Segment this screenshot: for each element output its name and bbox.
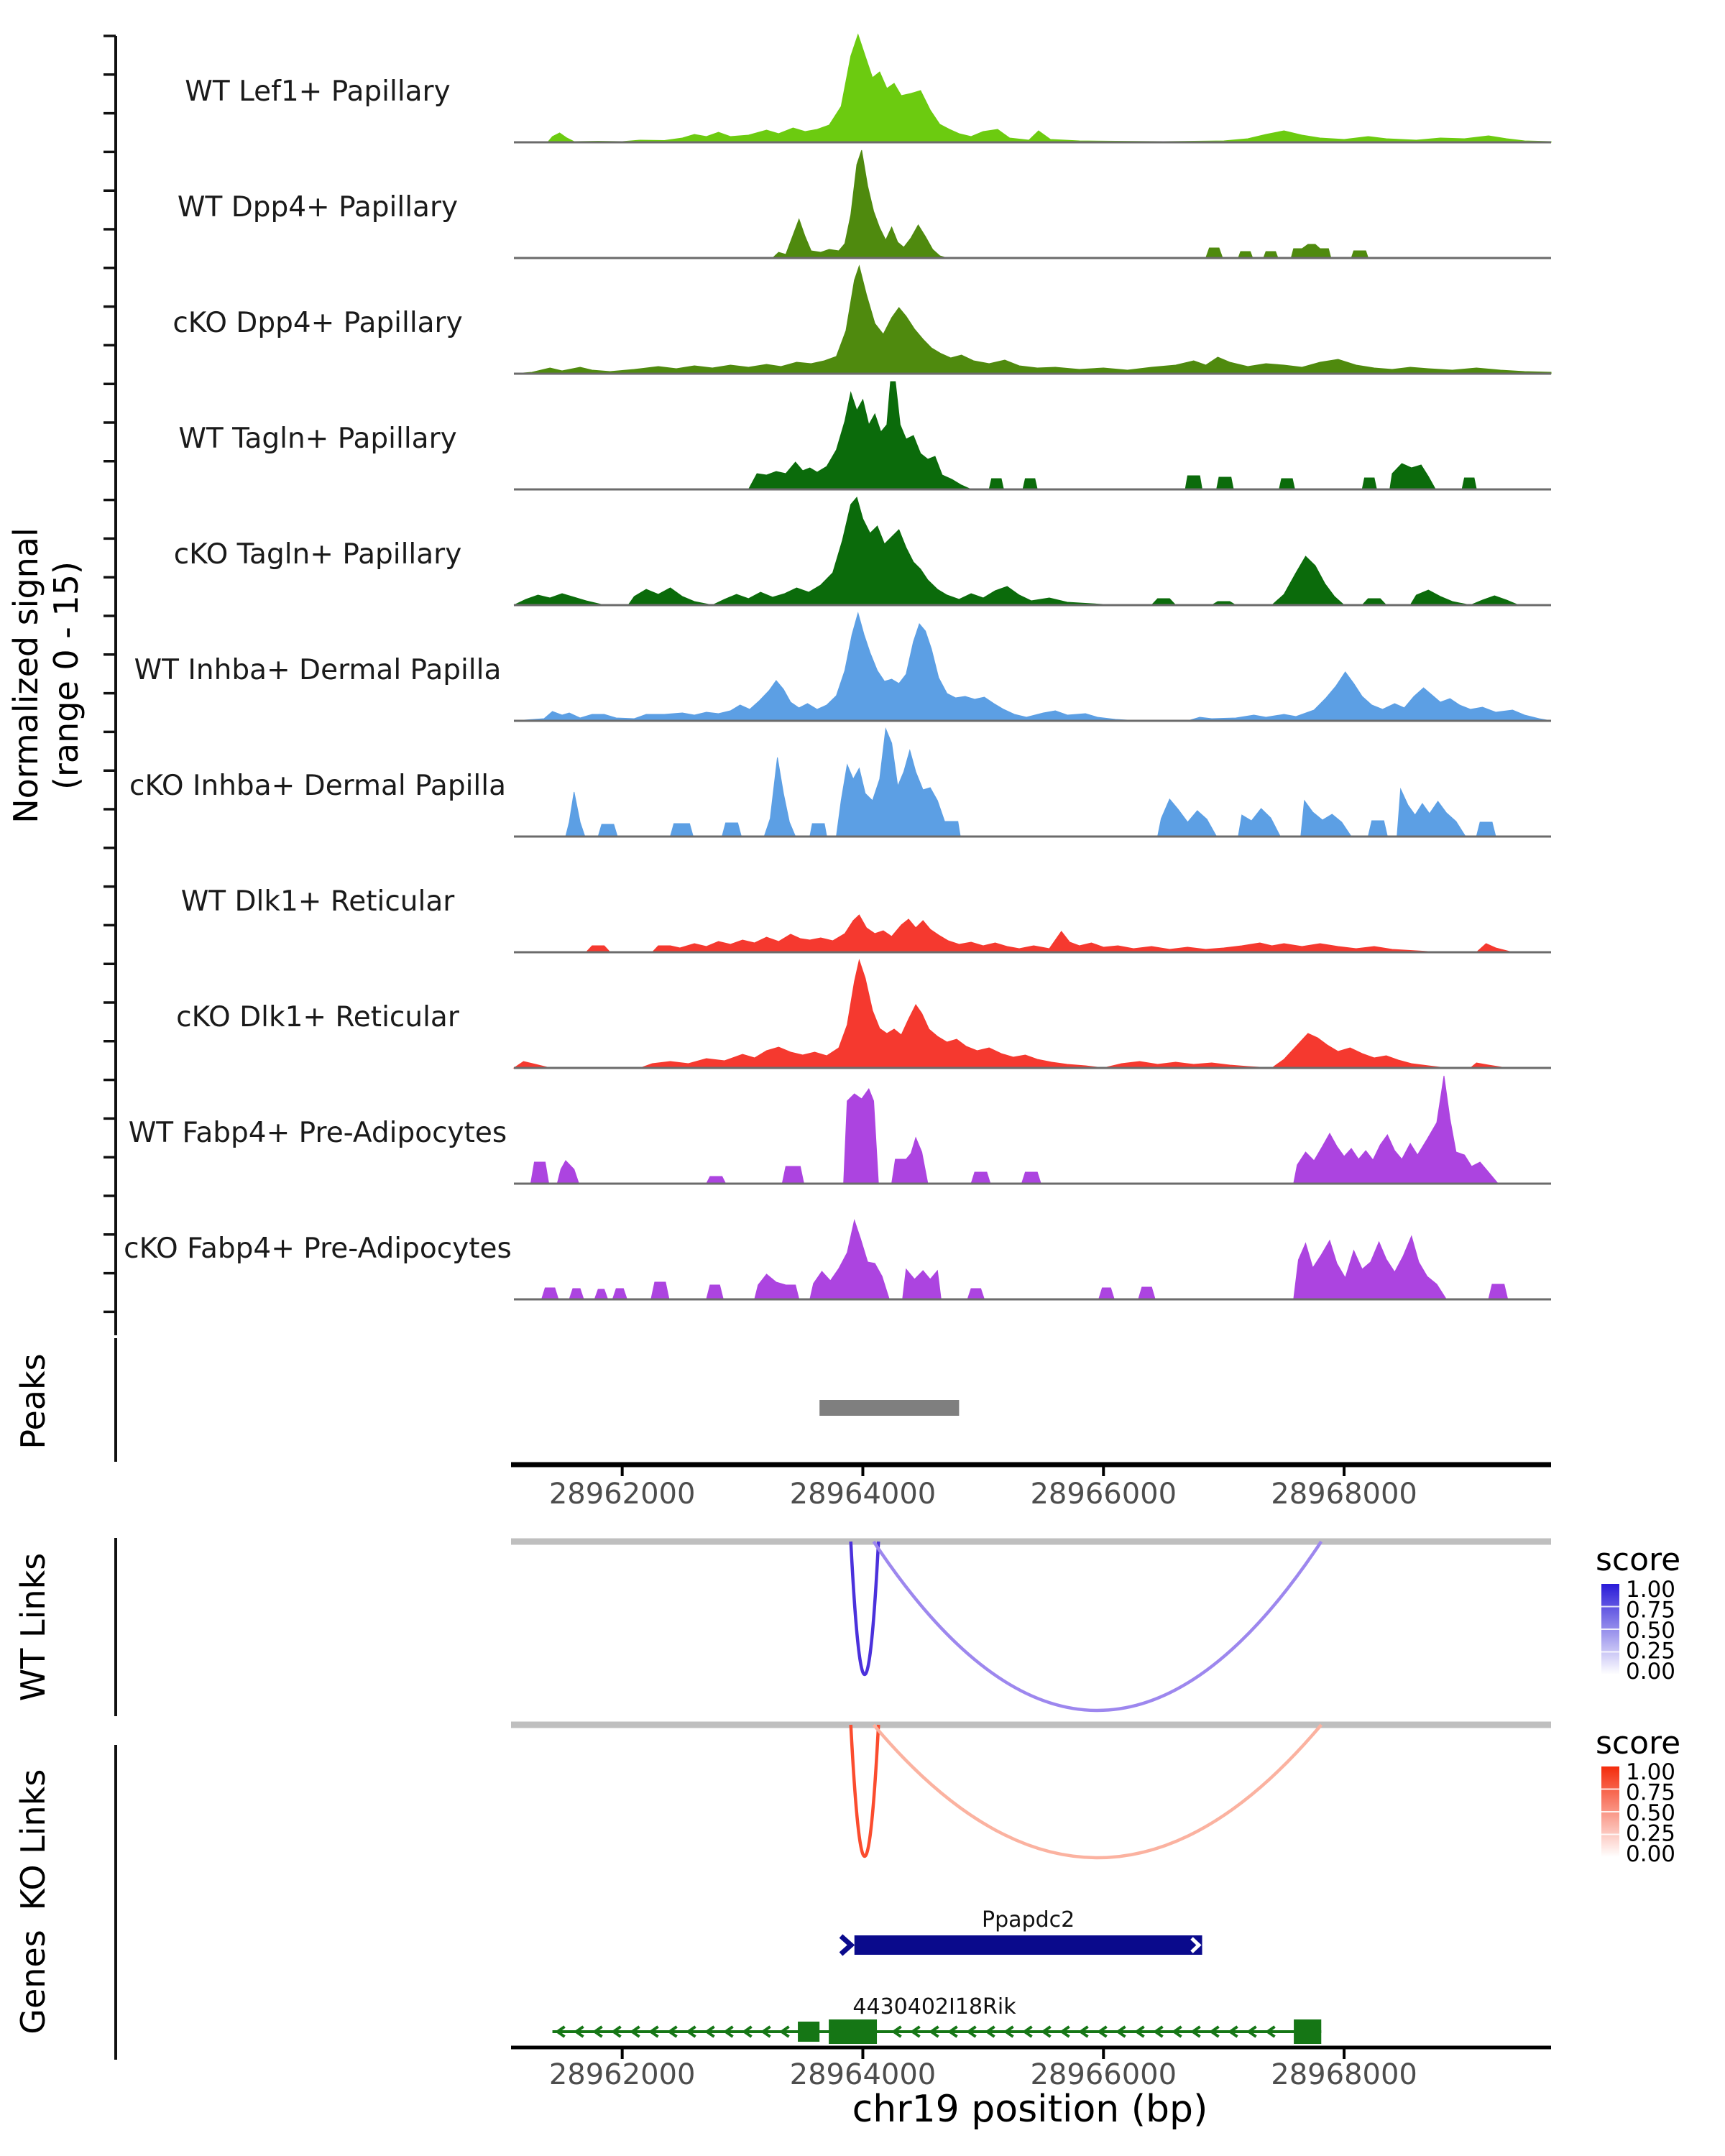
signal-track-area (514, 960, 1551, 1068)
x-axis-tick-label: 28964000 (789, 2058, 937, 2091)
y-axis-label-line2: (range 0 - 15) (47, 561, 86, 790)
gene-exon-box (1294, 2019, 1321, 2044)
link-arc (851, 1725, 879, 1856)
gene-body-box (855, 1935, 1202, 1955)
ko-score-legend-title: score (1596, 1725, 1681, 1761)
score-legend-tick-label: 0.75 (1626, 1597, 1676, 1623)
score-legend-tick-label: 0.00 (1626, 1841, 1676, 1867)
score-legend-tick-label: 0.50 (1626, 1800, 1676, 1826)
ko-links-panel-label: KO Links (14, 1769, 52, 1911)
peaks-panel-label: Peaks (14, 1353, 52, 1450)
gene-exon-box (798, 2022, 819, 2042)
link-arc (874, 1542, 1322, 1710)
genes-panel-label: Genes (14, 1930, 52, 2035)
wt-links-panel-label: WT Links (14, 1552, 52, 1702)
x-axis-tick-label: 28966000 (1030, 2058, 1177, 2091)
link-arc (851, 1542, 879, 1674)
signal-track-area (514, 34, 1551, 142)
x-axis-tick-label: 28964000 (789, 1478, 937, 1511)
score-legend-tick-label: 1.00 (1626, 1577, 1676, 1603)
track-label: cKO Tagln+ Papillary (173, 538, 462, 571)
score-legend-tick-label: 0.50 (1626, 1618, 1676, 1644)
track-label: WT Inhba+ Dermal Papilla (134, 654, 502, 686)
x-axis-title: chr19 position (bp) (852, 2088, 1208, 2131)
track-label: WT Fabp4+ Pre-Adipocytes (128, 1117, 507, 1149)
score-legend-tick-label: 0.00 (1626, 1659, 1676, 1685)
track-label: cKO Dlk1+ Reticular (176, 1001, 459, 1033)
track-label: WT Dpp4+ Papillary (177, 191, 459, 224)
signal-track-area (514, 150, 1551, 258)
score-legend-tick-label: 1.00 (1626, 1759, 1676, 1785)
gene-exon-box (829, 2019, 877, 2044)
signal-track-area (514, 1220, 1551, 1299)
gene-label: Ppapdc2 (982, 1907, 1075, 1932)
signal-track-area (514, 729, 1551, 837)
peak-interval-bar (819, 1400, 959, 1416)
signal-track-area (514, 497, 1551, 605)
score-legend-tick-label: 0.25 (1626, 1638, 1676, 1664)
y-axis-label-line1: Normalized signal (6, 528, 45, 824)
gene-strand-arrow (841, 1936, 851, 1954)
x-axis-tick-label: 28966000 (1030, 1478, 1177, 1511)
signal-track-area (514, 266, 1551, 374)
x-axis-tick-label: 28962000 (548, 2058, 696, 2091)
track-label: WT Dlk1+ Reticular (180, 885, 455, 918)
signal-track-area (514, 915, 1551, 952)
track-label: cKO Inhba+ Dermal Papilla (129, 770, 506, 802)
signal-track-area (514, 382, 1551, 489)
x-axis-tick-label: 28968000 (1271, 2058, 1417, 2091)
link-arc (874, 1725, 1322, 1858)
x-axis-tick-label: 28968000 (1271, 1478, 1417, 1511)
wt-score-legend-title: score (1596, 1542, 1681, 1578)
track-label: WT Lef1+ Papillary (185, 75, 451, 108)
score-legend-tick-label: 0.25 (1626, 1820, 1676, 1847)
x-axis-tick-label: 28962000 (548, 1478, 696, 1511)
track-label: cKO Dpp4+ Papillary (172, 307, 463, 339)
track-label: cKO Fabp4+ Pre-Adipocytes (124, 1233, 512, 1265)
signal-track-area (514, 613, 1551, 721)
gene-label: 4430402I18Rik (852, 1994, 1016, 2019)
score-legend-tick-label: 0.75 (1626, 1779, 1676, 1806)
track-label: WT Tagln+ Papillary (178, 423, 457, 455)
signal-track-area (514, 1076, 1551, 1184)
